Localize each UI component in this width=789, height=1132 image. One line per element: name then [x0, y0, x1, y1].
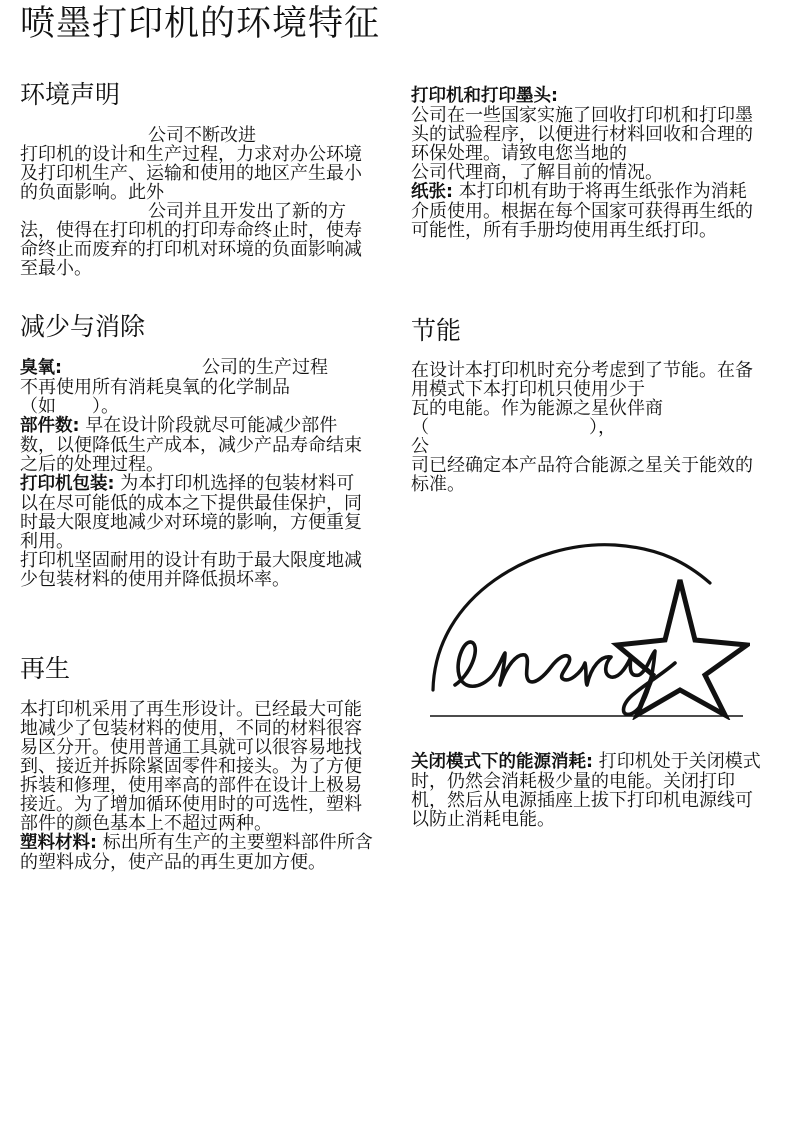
printer-heads-paragraph [411, 86, 763, 240]
paper-text: 本打印机有助于将再生纸张作为消耗介质使用。根据在每个国家可获得再生纸的可能性，所有手册均使用再生纸打印。 [411, 181, 753, 241]
off-mode-term: 关闭模式下的能源消耗: [411, 752, 593, 772]
recycle-paragraph [20, 700, 375, 872]
energy-text-c: （ [411, 417, 429, 438]
energy-paragraph [411, 361, 761, 494]
heading-energy: 节能 [411, 316, 462, 345]
energy-text-e: 公 [411, 436, 429, 457]
energy-text-a: 在设计本打印机时充分考虑到了节能。在备用模式下本打印机只使用少于 [411, 360, 753, 400]
recycle-text: 本打印机采用了再生形设计。已经最大可能地减少了包装材料的使用，不同的材料很容易区分开。使用普通工具就可以很容易地找到、接近并拆除紧固零件和接头。为了方便拆装和修理，使用率高的部件在设计上极易接近。为了增加循环使用时的可选性，塑料部件的颜色基本上不超过两种。 [20, 699, 362, 834]
env-body: 打印机的设计和生产过程，力求对办公环境及打印机生产、运输和使用的地区产生最小的负面影响。此外 [20, 144, 362, 203]
heads-text-a: 公司在一些国家实施了回收打印机和打印墨头的试验程序，以便进行材料回收和合理的环保处理。请致电您当地的 [411, 105, 753, 164]
parts-term: 部件数: [20, 416, 80, 436]
ozone-text-d: ）。 [92, 396, 119, 417]
heading-environment-statement: 环境声明 [20, 80, 121, 109]
packaging-text: 为本打印机选择的包装材料可以在尽可能低的成本之下提供最佳保护，同时最大限度地减少对环境的影响，方便重复利用。 [20, 473, 362, 552]
heads-term: 打印机和打印墨头: [411, 86, 558, 106]
plastic-term: 塑料材料: [20, 833, 97, 853]
env-line5: 公司并且开发出了新的 [148, 201, 328, 222]
environment-statement-paragraph [20, 126, 365, 278]
ozone-term: 臭氧: [20, 358, 62, 378]
off-mode-text: 打印机处于关闭模式时，仍然会消耗极少量的电能。关闭打印机，然后从电源插座上拔下打印机电源线可以防止消耗电能。 [411, 751, 761, 830]
env-line1: 公司不断改进 [148, 125, 256, 146]
energy-text-f: 司已经确定本产品符合能源之星关于能效的标准。 [411, 455, 753, 495]
packaging-term: 打印机包装: [20, 474, 115, 494]
ozone-text-a: 公司的生产过程 [202, 357, 328, 378]
reduce-paragraph [20, 358, 365, 589]
packaging-text-2: 打印机坚固耐用的设计有助于最大限度地减少包装材料的使用并降低损坏率。 [20, 550, 362, 590]
env-tail: 方法，使得在打印机的打印寿命终止时，使寿命终止而废弃的打印机对环境的负面影响减至最小。 [20, 201, 362, 279]
paper-term: 纸张: [411, 182, 453, 202]
heading-recycle: 再生 [20, 654, 71, 683]
ozone-text-b: 不再使用所有消耗臭氧的化学制品 [20, 377, 290, 398]
energy-script-word [455, 642, 675, 714]
off-mode-paragraph [411, 752, 763, 829]
page-title: 喷墨打印机的环境特征 [20, 4, 381, 44]
plastic-text: 标出所有生产的主要塑料部件所含的塑料成分，使产品的再生更加方便。 [20, 832, 373, 873]
heads-text-b: 公司代理商，了解目前的情况。 [411, 162, 663, 183]
star-icon [617, 580, 747, 715]
ozone-text-c: （如 [20, 396, 56, 417]
heading-reduce-eliminate: 减少与消除 [20, 312, 146, 341]
energy-star-logo [425, 535, 750, 720]
energy-text-d: ）， [589, 417, 616, 438]
energy-text-b: 瓦的电能。作为能源之星伙伴商 [411, 398, 663, 419]
parts-text: 早在设计阶段就尽可能减少部件数，以便降低生产成本，减少产品寿命结束之后的处理过程。 [20, 415, 362, 475]
